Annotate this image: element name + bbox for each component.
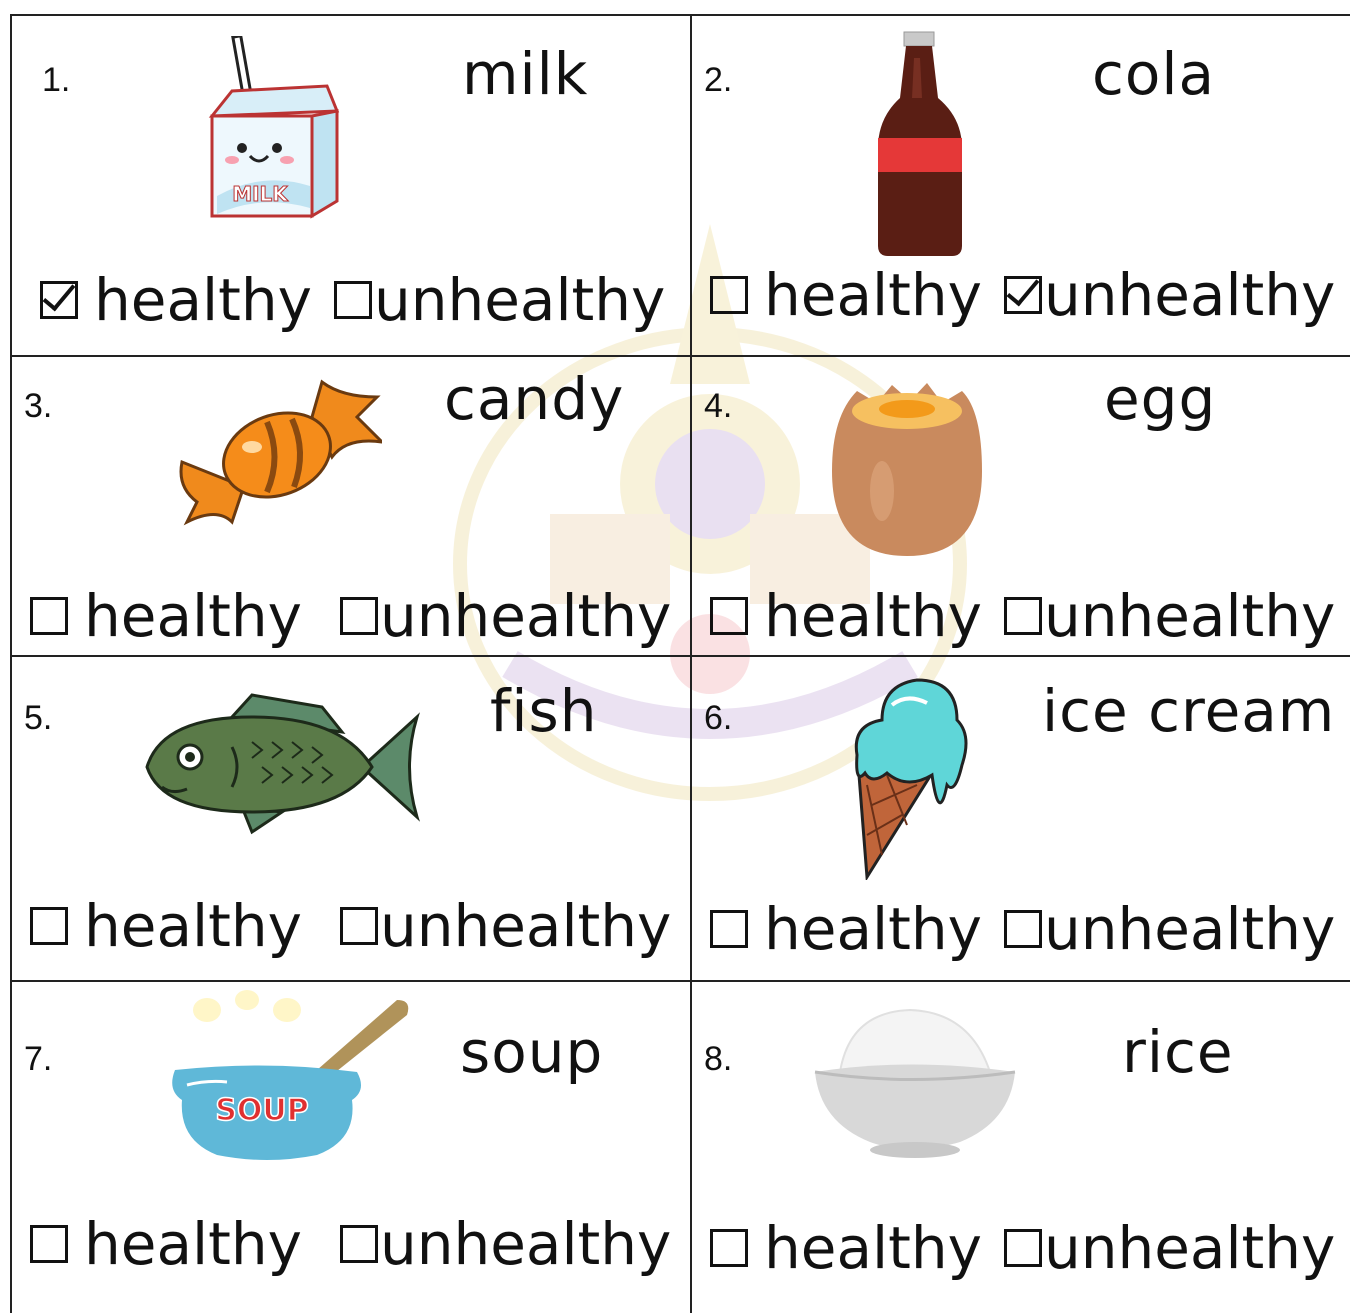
egg-icon xyxy=(822,371,992,561)
healthy-label: healthy xyxy=(764,1214,982,1282)
healthy-label: healthy xyxy=(764,895,982,963)
unhealthy-checkbox[interactable] xyxy=(340,1225,378,1263)
food-card-fish xyxy=(12,657,690,980)
food-card-milk xyxy=(12,16,690,355)
food-card-ice-cream xyxy=(692,657,1350,980)
healthy-checkbox[interactable] xyxy=(30,597,68,635)
svg-text:MILK: MILK xyxy=(232,182,288,206)
choice-row xyxy=(710,1214,1335,1282)
item-number: 7. xyxy=(24,1040,53,1078)
healthy-checkbox[interactable] xyxy=(30,1225,68,1263)
item-number: 4. xyxy=(704,387,733,425)
food-word: milk xyxy=(462,40,589,108)
unhealthy-label: unhealthy xyxy=(379,1210,672,1278)
item-number: 5. xyxy=(24,699,53,737)
unhealthy-label: unhealthy xyxy=(379,892,672,960)
item-number: 1. xyxy=(42,61,71,99)
unhealthy-label: unhealthy xyxy=(1043,261,1336,329)
healthy-checkbox[interactable] xyxy=(30,907,68,945)
fish-icon xyxy=(142,687,432,837)
healthy-label: healthy xyxy=(764,261,982,329)
choice-row xyxy=(710,261,1335,329)
healthy-label: healthy xyxy=(94,266,312,334)
cola-bottle-icon xyxy=(862,28,982,258)
item-number: 8. xyxy=(704,1040,733,1078)
item-number: 6. xyxy=(704,699,733,737)
food-word: fish xyxy=(490,677,598,745)
milk-carton-icon xyxy=(202,36,352,226)
food-word: soup xyxy=(460,1018,604,1086)
healthy-checkbox[interactable] xyxy=(40,281,78,319)
rice-bowl-icon xyxy=(810,1002,1020,1162)
healthy-label: healthy xyxy=(764,582,982,650)
food-card-rice xyxy=(692,982,1350,1313)
choice-row xyxy=(30,1210,671,1278)
healthy-checkbox[interactable] xyxy=(710,276,748,314)
unhealthy-checkbox[interactable] xyxy=(1004,276,1042,314)
food-card-cola xyxy=(692,16,1350,355)
unhealthy-checkbox[interactable] xyxy=(1004,910,1042,948)
healthy-label: healthy xyxy=(84,1210,302,1278)
food-word: rice xyxy=(1122,1018,1234,1086)
food-card-egg xyxy=(692,357,1350,655)
item-number: 2. xyxy=(704,61,733,99)
food-card-soup xyxy=(12,982,690,1313)
unhealthy-label: unhealthy xyxy=(1043,1214,1336,1282)
food-word: ice cream xyxy=(1042,677,1336,745)
ice-cream-icon xyxy=(847,665,977,880)
choice-row xyxy=(30,892,671,960)
unhealthy-label: unhealthy xyxy=(1043,895,1336,963)
healthy-checkbox[interactable] xyxy=(710,597,748,635)
candy-icon xyxy=(172,377,382,527)
choice-row xyxy=(710,582,1335,650)
healthy-label: healthy xyxy=(84,582,302,650)
item-number: 3. xyxy=(24,387,53,425)
choice-row xyxy=(710,895,1335,963)
food-card-candy xyxy=(12,357,690,655)
food-word: egg xyxy=(1104,365,1217,433)
choice-row xyxy=(30,582,671,650)
unhealthy-checkbox[interactable] xyxy=(340,597,378,635)
unhealthy-label: unhealthy xyxy=(373,266,666,334)
healthy-checkbox[interactable] xyxy=(710,1229,748,1267)
bowl-text: SOUP xyxy=(215,1093,309,1128)
worksheet xyxy=(10,14,1350,1313)
food-word: candy xyxy=(444,365,625,433)
healthy-label: healthy xyxy=(84,892,302,960)
unhealthy-checkbox[interactable] xyxy=(334,281,372,319)
soup-bowl-icon xyxy=(167,990,417,1165)
choice-row xyxy=(40,266,665,334)
food-word: cola xyxy=(1092,40,1216,108)
unhealthy-label: unhealthy xyxy=(379,582,672,650)
unhealthy-checkbox[interactable] xyxy=(1004,597,1042,635)
unhealthy-label: unhealthy xyxy=(1043,582,1336,650)
unhealthy-checkbox[interactable] xyxy=(340,907,378,945)
healthy-checkbox[interactable] xyxy=(710,910,748,948)
unhealthy-checkbox[interactable] xyxy=(1004,1229,1042,1267)
